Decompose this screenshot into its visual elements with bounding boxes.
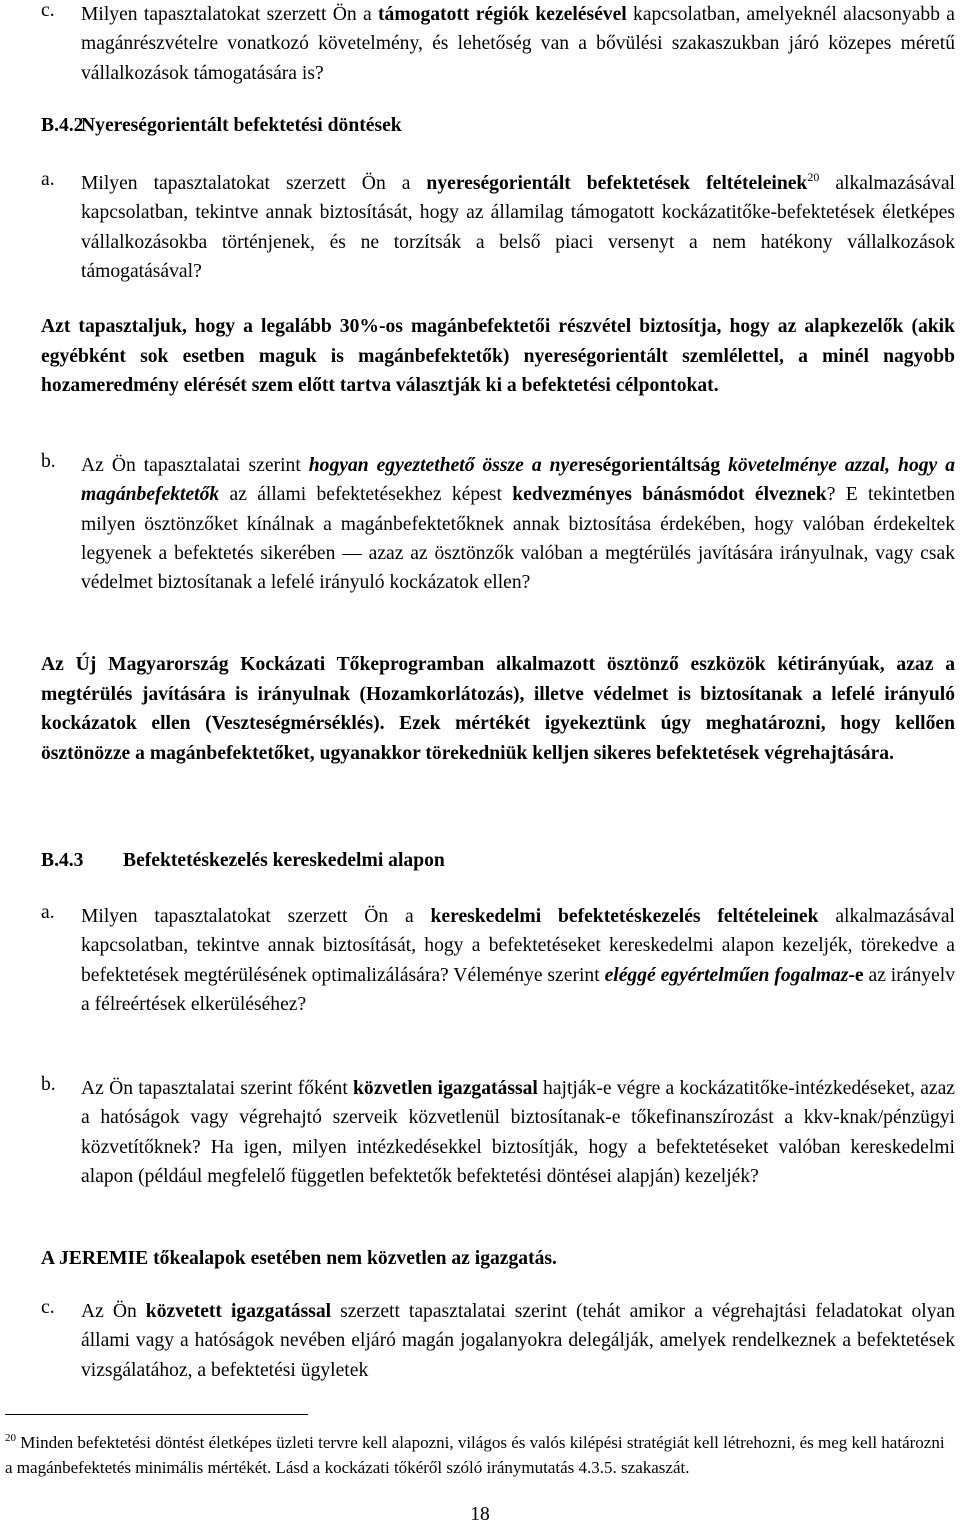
item-label: a. (41, 902, 55, 923)
item-label: b. (41, 451, 56, 472)
item-label: c. (41, 0, 55, 21)
footnote-reference: 20 (807, 170, 820, 184)
footnote-separator (5, 1414, 308, 1415)
question-text: Milyen tapasztalatokat szerzett Ön a kereskedelmi befektetéskezelés feltételeinek alkalmazásával kapcsolatban, tekintve annak biztosítását, hogy a befektetéseket kereskedelmi alapon kezeljék, törekedve a befektetések megtérülésének optimalizálására? Véleménye szerint eléggé egyértelműen fogalmaz-e az irányelv a félreértések elkerüléséhez? (81, 906, 955, 1015)
item-label: a. (41, 169, 55, 190)
question-text: Milyen tapasztalatokat szerzett Ön a nyereségorientált befektetések feltételeinek$^{20}$ alkalmazásával kapcsolatban, tekintve annak biztosítását, hogy az államilag támogatott kockázatitőke-befektetések életképes vállalkozásokba történjenek, és ne torzítsák a belső piaci versenyt a nem hatékony vállalkozások támogatásával? (81, 170, 955, 282)
question-text: Az Ön tapasztalatai szerint főként közvetlen igazgatással hajtják-e végre a kockázatitőke-intézkedéseket, azaz a hatóságok vagy végrehajtó szerveik közvetlenül biztosítanak-e tőkefinanszírozást a kkv-knak/pénzügyi közvetítőknek? Ha igen, milyen intézkedésekkel biztosítják, hogy a befektetéseket valóban kereskedelmi alapon (például megfelelő független befektetők befektetési döntései alapján) kezeljék? (81, 1078, 955, 1187)
answer-paragraph: Azt tapasztaljuk, hogy a legalább 30%-os magánbefektetői részvétel biztosítja, hogy az alapkezelők (akik egyébként sok esetben maguk is magánbefektetők) nyereségorientált szemlélettel, a minél nagyobb hozameredmény elérését szem előtt tartva választják ki a befektetési célpontokat. (41, 316, 955, 397)
item-label: b. (41, 1074, 56, 1095)
footnote (5, 1431, 950, 1480)
question-text: Az Ön tapasztalatai szerint hogyan egyeztethető össze a nyereségorientáltság követelménye azzal, hogy a magánbefektetők az állami befektetésekhez képest kedvezményes bánásmódot élveznek? E tekintetben milyen ösztönzőket kínálnak a magánbefektetőknek annak biztosítása érdekében, hogy valóban érdekeltek legyenek a befektetés sikerében ― azaz az ösztönzők valóban a megtérülés javítására irányulnak, vagy csak védelmet biztosítanak a lefelé irányuló kockázatok ellen? (81, 455, 956, 594)
section-title: Nyereségorientált befektetési döntések (81, 115, 402, 136)
footnote-number: 20 (5, 1432, 16, 1444)
section-number: B.4.2 (41, 115, 84, 136)
answer-paragraph: A JEREMIE tőkealapok esetében nem közvetlen az igazgatás. (41, 1248, 557, 1269)
item-label: c. (41, 1297, 55, 1318)
section-title: Befektetéskezelés kereskedelmi alapon (123, 850, 445, 871)
answer-paragraph: Az Új Magyarország Kockázati Tőkeprogramban alkalmazott ösztönző eszközök kétirányúak, azaz a megtérülés javítására is irányulnak (Hozamkorlátozás), illetve védelmet is biztosítanak a lefelé irányuló kockázatok ellen (Veszteségmérséklés). Ezek mértékét igyekeztünk úgy meghatározni, hogy kellően ösztönözze a magánbefektetőket, ugyanakkor törekedniük kelljen sikeres befektetések végrehajtására. (41, 654, 955, 764)
question-text: Az Ön közvetett igazgatással szerzett tapasztalatai szerint (tehát amikor a végrehajtási feladatokat olyan állami vagy a hatóságok nevében eljáró magán jogalanyokra delegálják, amelyek rendelkeznek a befektetések vizsgálatához, a befektetési ügyletek (81, 1301, 955, 1381)
section-number: B.4.3 (41, 850, 84, 871)
page-number: 18 (470, 1504, 490, 1525)
footnote-text: Minden befektetési döntést életképes üzleti tervre kell alapozni, világos és valós kilépési stratégiát kell létrehozni, és meg kell határozni a magánbefektetés minimális mértékét. Lásd a kockázati tőkéről szóló iránymutatás 4.3.5. szakaszát. (5, 1433, 945, 1477)
question-text: Milyen tapasztalatokat szerzett Ön a támogatott régiók kezelésével kapcsolatban, amelyeknél alacsonyabb a magánrészvételre vonatkozó követelmény, és lehetőség van a bővülési szakaszukban járó közepes méretű vállalkozások támogatására is? (81, 4, 955, 84)
